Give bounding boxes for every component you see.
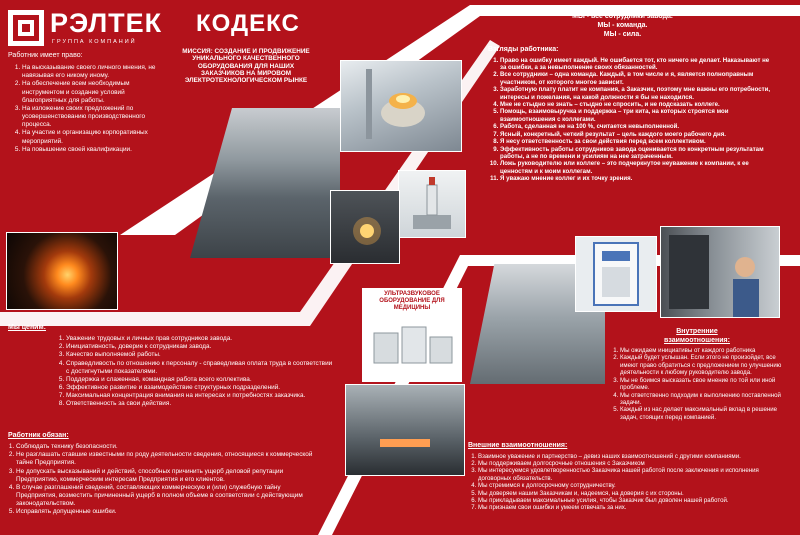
- list-item: 4. На участие и организацию корпоративных мероприятий.: [22, 129, 160, 145]
- photo-cabinet: [575, 236, 657, 312]
- photo-induction: [345, 384, 465, 476]
- page-title: КОДЕКС: [196, 10, 300, 37]
- views-heading: Взгляды работника:: [488, 46, 559, 53]
- rights-heading: Работник имеет право:: [8, 52, 83, 59]
- photo-furnace: [6, 232, 118, 310]
- list-item: 5. Поддержка и слаженная, командная работа всего коллектива.: [66, 376, 336, 384]
- engineer-icon: [661, 227, 779, 317]
- mission-statement: МИССИЯ: СОЗДАНИЕ И ПРОДВИЖЕНИЕ УНИКАЛЬНОГО КАЧЕСТВЕННОГО ОБОРУДОВАНИЯ ДЛЯ НАШИХ ЗАКАЗЧИКОВ НА МИРОВОМ ЭЛЕКТРОТЕХНОЛОГИЧЕСКОМ РЫНКЕ: [182, 48, 310, 85]
- list-item: 5. Каждый из нас делает максимальный вклад в решение задач, стоящих перед компанией.: [620, 406, 784, 421]
- list-item: 8. Я несу ответственность за свои действия перед всем коллективом.: [500, 138, 774, 145]
- list-item: 1. Уважение трудовых и личных прав сотрудников завода.: [66, 335, 336, 343]
- list-item: 7. Максимальная концентрация внимания на интересах и потребностях заказчика.: [66, 392, 336, 400]
- crucible-icon: [341, 61, 461, 151]
- duties-heading: Работник обязан:: [8, 432, 69, 439]
- logo-emblem-icon: [6, 8, 46, 48]
- photo-engineer: [660, 226, 780, 318]
- list-item: 4. В случае разглашений сведений, составляющих коммерческую и (или) служебную тайну Предприятия, возместить причиненный ущерб в полном объеме в соответствии с действующим законодательством.: [16, 484, 320, 509]
- list-item: 5. На повышение своей квалификации.: [22, 146, 160, 154]
- logo-tagline: ГРУППА КОМПАНИЙ: [52, 39, 137, 45]
- list-item: 2. Не разглашать ставшие известными по роду деятельности сведения, относящиеся к коммерческой тайне Предприятия.: [16, 451, 320, 467]
- list-item: 4. Мы стремимся к долгосрочному сотрудничеству.: [478, 482, 786, 489]
- logo: [6, 8, 163, 50]
- welding-spark-icon: [331, 191, 399, 263]
- values-heading: Мы ценим:: [8, 324, 46, 331]
- list-item: 5. Исправлять допущенные ошибки.: [16, 508, 320, 516]
- rights-section: [8, 52, 160, 154]
- list-item: 1. Мы ожидаем инициативы от каждого работника: [620, 347, 784, 354]
- list-item: 4. Мне не стыдно не знать – стыдно не спросить, и не подсказать коллеге.: [500, 101, 774, 108]
- internal-heading: Внутренние взаимоотношения:: [664, 328, 730, 344]
- lab-device-icon: [399, 171, 465, 237]
- list-item: 2. Мы поддерживаем долгосрочные отношения с Заказчиком: [478, 460, 786, 467]
- list-item: 1. На высказывание своего личного мнения, не навязывая его никому иному.: [22, 64, 160, 80]
- list-item: 5. Помощь, взаимовыручка и поддержка – три кита, на которых строятся мои взаимоотношения с коллегами.: [500, 108, 774, 123]
- list-item: 5. Мы доверяем нашим Заказчикам и, надеемся, на доверия с их стороны.: [478, 490, 786, 497]
- list-item: 7. Ясный, конкретный, четкий результат – цель каждого моего рабочего дня.: [500, 131, 774, 138]
- photo-lab-device: [398, 170, 466, 238]
- list-item: 1. Взаимное уважение и партнерство – девиз наших взаимоотношений с другими компаниями.: [478, 453, 786, 460]
- slogan-line: МЫ - все сотрудники завода.: [572, 13, 673, 20]
- list-item: 3. Не допускать высказываний и действий, способных причинить ущерб деловой репутации Предприятию, коммерческим интересам Предприятия и его клиентов.: [16, 468, 320, 484]
- heating-coil-icon: [346, 385, 464, 475]
- external-heading: Внешние взаимоотношения:: [468, 442, 568, 449]
- list-item: 3. На изложение своих предложений по усовершенствованию производственного процесса.: [22, 105, 160, 130]
- photo-crucible: [340, 60, 462, 152]
- list-item: 4. Мы ответственно подходим к выполнению поставленной задачи.: [620, 392, 784, 407]
- list-item: 8. Ответственность за свои действия.: [66, 400, 336, 408]
- list-item: 6. Эффективное развитие и взаимодействие структурных подразделений.: [66, 384, 336, 392]
- cabinet-icon: [576, 237, 656, 311]
- medical-equipment-icon: [362, 315, 462, 377]
- list-item: 3. Мы интересуемся удовлетворенностью Заказчика нашей работой после заключения и исполнения договорных обязательств.: [478, 467, 786, 482]
- list-item: 10. Ложь руководителю или коллеге – это подчеркнутое неуважение к компании, к ее ценностям и к моим коллегам.: [500, 160, 774, 175]
- slogan-line: МЫ - сила.: [603, 31, 642, 39]
- medical-panel: [362, 288, 462, 382]
- list-item: 11. Я уважаю мнение коллег и их точку зрения.: [500, 175, 774, 182]
- list-item: 2. На обеспечение всем необходимым инструментом и создание условий благоприятных для работы.: [22, 80, 160, 105]
- values-section: [8, 324, 336, 409]
- list-item: 3. Заработную плату платит не компания, а Заказчик, поэтому мне важны его потребности, интересы и пожелания, на какой должности я бы не находился.: [500, 86, 774, 101]
- medical-banner: УЛЬТРАЗВУКОВОЕ ОБОРУДОВАНИЕ ДЛЯ МЕДИЦИНЫ: [379, 291, 445, 311]
- list-item: 4. Справедливость по отношению к персоналу - справедливая оплата труда в соответствии с достигнутыми показателями.: [66, 360, 336, 376]
- slogan: [545, 12, 700, 39]
- external-section: [468, 442, 786, 512]
- list-item: 9. Эффективность работы сотрудников завода оценивается по конкретным результатам работы, а не по времени и усилиям на нее затраченным.: [500, 146, 774, 161]
- list-item: 2. Инициативность, доверие к сотрудникам завода.: [66, 343, 336, 351]
- list-item: 2. Каждый будет услышан. Если этого не произойдет, все имеют право обратиться с предложением по улучшению деятельности к любому руководителю завода.: [620, 354, 784, 376]
- list-item: 1. Право на ошибку имеет каждый. Не ошибается тот, кто ничего не делает. Наказывают не за ошибки, а за невыполнение своих обязанностей.: [500, 57, 774, 72]
- list-item: 3. Качество выполняемой работы.: [66, 351, 336, 359]
- list-item: 3. Мы не боимся высказать свое мнение по той или иной проблеме.: [620, 377, 784, 392]
- internal-section: [610, 328, 784, 421]
- list-item: 2. Все сотрудники – одна команда. Каждый, в том числе и я, является полноправным участником, от которого многое зависит.: [500, 71, 774, 86]
- list-item: 1. Соблюдать технику безопасности.: [16, 443, 320, 451]
- views-section: [488, 46, 774, 183]
- list-item: 6. Работа, сделанная не на 100 %, считается невыполненной.: [500, 123, 774, 130]
- photo-welding: [330, 190, 400, 264]
- list-item: 6. Мы прикладываем максимальные усилия, чтобы Заказчик был доволен нашей работой.: [478, 497, 786, 504]
- logo-name: РЭЛТЕК: [50, 8, 163, 38]
- duties-section: [8, 432, 320, 517]
- list-item: 7. Мы признаем свои ошибки и умеем отвечать за них.: [478, 504, 786, 511]
- slogan-line: МЫ - команда.: [597, 22, 648, 30]
